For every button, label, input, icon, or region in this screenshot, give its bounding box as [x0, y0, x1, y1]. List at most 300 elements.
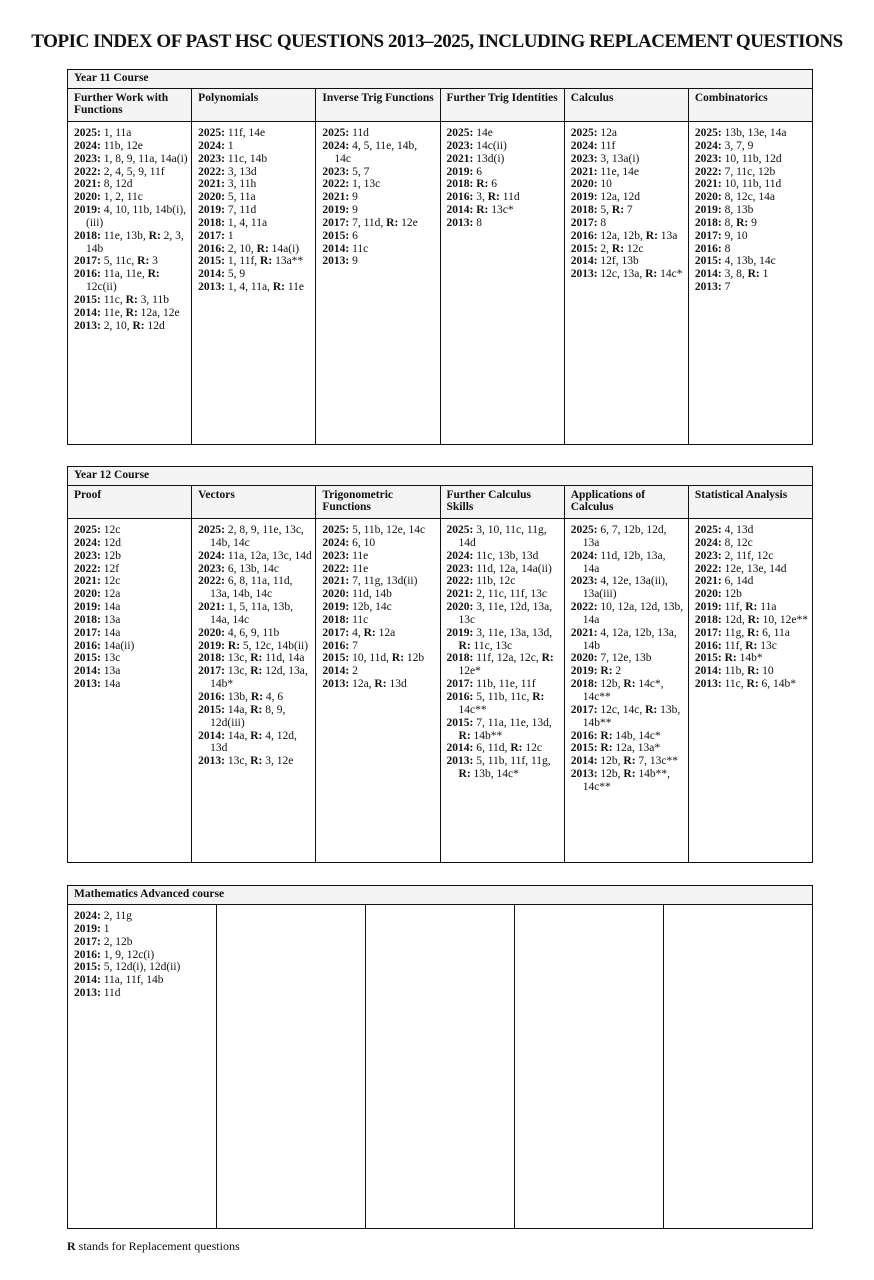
year-entry	[74, 678, 188, 691]
year-entry	[695, 153, 809, 166]
entry-questions: 12b, 14c	[349, 601, 392, 614]
year-entry	[322, 243, 436, 256]
year-entry	[74, 524, 188, 537]
replacement-questions: 1	[759, 268, 769, 281]
entry-questions: 11c,	[721, 678, 747, 691]
year-entry	[447, 575, 561, 588]
entry-year: 2015:	[322, 229, 350, 242]
entry-questions: 11c, 13b, 13d	[473, 549, 539, 562]
entry-year: 2022:	[198, 575, 226, 588]
replacement-questions: 10, 12e**	[759, 613, 808, 626]
replacement-marker: R:	[623, 678, 636, 691]
year-entry	[695, 601, 809, 614]
entry-questions: 2, 10,	[100, 319, 133, 332]
replacement-marker: R:	[125, 293, 138, 306]
replacement-questions: 3	[149, 255, 158, 268]
year-entry	[447, 140, 561, 153]
replacement-questions: 11d	[499, 191, 520, 204]
entry-questions: 1, 5, 11a, 13b, 14a, 14c	[210, 601, 293, 626]
year-entry	[74, 961, 213, 974]
entry-questions: 5, 11b, 12e, 14c	[349, 524, 426, 536]
replacement-questions: 14c*	[657, 268, 683, 281]
year12-body-row	[68, 519, 812, 862]
entry-year: 2013:	[570, 768, 598, 781]
entry-questions: 1, 8, 9, 11a, 14a(i)	[100, 152, 188, 165]
replacement-marker: R:	[747, 613, 760, 626]
entry-year: 2018:	[198, 652, 226, 665]
entry-questions: 12c	[100, 575, 121, 588]
replacement-marker: R:	[745, 601, 758, 614]
entry-year: 2013:	[322, 255, 350, 268]
entry-year: 2014:	[694, 268, 722, 281]
entry-year: 2024:	[74, 910, 101, 922]
year-entry	[322, 614, 436, 627]
entry-year: 2023:	[322, 165, 350, 178]
entry-year: 2021:	[74, 178, 101, 191]
year-entry	[74, 665, 188, 678]
year-entry	[571, 575, 685, 601]
year-entry	[695, 537, 809, 550]
entry-questions: 12a,	[349, 678, 375, 691]
year-entry	[198, 691, 312, 704]
year-entry	[74, 140, 188, 153]
column-header: Trigonometric Functions	[316, 486, 440, 518]
entry-questions: 11d, 14b	[349, 588, 392, 601]
entry-year: 2022:	[322, 178, 350, 191]
entry-questions: 11d	[349, 127, 369, 139]
entry-year: 2019:	[74, 204, 101, 217]
entry-questions: 12c, 13a,	[597, 268, 646, 281]
entry-questions: 11c	[349, 242, 369, 255]
entry-questions: 7, 12e, 13b	[597, 652, 652, 665]
year-entry	[447, 691, 561, 717]
entry-questions: 8,	[721, 216, 737, 229]
year-entry	[322, 550, 436, 563]
replacement-questions: 12c	[624, 242, 644, 255]
replacement-marker: R:	[623, 755, 636, 768]
page-title: TOPIC INDEX OF PAST HSC QUESTIONS 2013–2025, INCLUDING REPLACEMENT QUESTIONS	[31, 31, 843, 52]
year-entry	[571, 178, 685, 191]
year-entry	[198, 191, 312, 204]
entry-year: 2013:	[322, 678, 350, 691]
entry-year: 2014:	[74, 306, 101, 319]
column-entries	[68, 122, 192, 444]
replacement-questions: 4, 6	[263, 690, 284, 703]
replacement-questions: 14c*, 14c**	[582, 678, 664, 703]
entry-questions: 2, 12b	[100, 935, 133, 948]
year-entry	[571, 268, 685, 281]
entry-year: 2016:	[570, 729, 598, 742]
entry-year: 2024:	[74, 536, 101, 549]
footnote	[67, 1239, 240, 1254]
year-entry	[571, 678, 685, 704]
entry-year: 2022:	[74, 165, 101, 178]
entry-year: 2016:	[198, 690, 226, 703]
replacement-marker: R:	[374, 678, 387, 691]
year-entry	[322, 140, 436, 166]
entry-questions: 11a, 11e,	[100, 268, 148, 281]
year-entry	[571, 153, 685, 166]
entry-questions: 2, 11g	[100, 910, 133, 922]
entry-year: 2023:	[694, 549, 722, 562]
entry-year: 2019:	[694, 204, 722, 217]
replacement-questions: 11a	[757, 601, 777, 614]
entry-year: 2020:	[74, 588, 101, 601]
year-entry	[198, 704, 312, 730]
entry-year: 2013:	[74, 319, 101, 332]
year-entry	[571, 730, 685, 743]
replacement-questions: 3, 11b	[137, 293, 169, 306]
entry-questions: 8, 12d	[100, 178, 133, 191]
entry-questions: 9	[349, 255, 358, 268]
entry-year: 2018:	[74, 229, 101, 242]
year-entry	[571, 204, 685, 217]
year-entry	[74, 230, 188, 256]
column-entries	[316, 122, 440, 444]
year-entry	[571, 191, 685, 204]
entry-questions: 14a,	[225, 703, 251, 716]
year-entry	[447, 742, 561, 755]
entry-year: 2021:	[694, 178, 722, 191]
entry-questions: 3, 13a(i)	[597, 152, 640, 165]
entry-questions: 12a	[597, 127, 618, 139]
year-entry	[322, 537, 436, 550]
replacement-marker: R:	[600, 665, 613, 678]
year-entry	[447, 524, 561, 550]
entry-year: 2023:	[570, 575, 598, 588]
replacement-marker: R:	[458, 639, 471, 652]
entry-questions: 8, 12c	[721, 536, 753, 549]
year-entry	[695, 127, 809, 140]
entry-year: 2024:	[446, 549, 474, 562]
year12-header-row	[68, 486, 812, 519]
year-entry	[74, 575, 188, 588]
year-entry	[74, 627, 188, 640]
entry-questions: 6, 8, 11a, 11d, 13a, 14b, 14c	[210, 575, 293, 601]
entry-year: 2014:	[74, 665, 101, 678]
column-entries	[316, 519, 440, 862]
column-entries	[68, 905, 217, 1228]
replacement-marker: R:	[645, 268, 658, 281]
year-entry	[571, 665, 685, 678]
year-entry	[447, 217, 561, 230]
entry-year: 2014:	[446, 204, 474, 217]
year-entry	[74, 153, 188, 166]
column-entries	[192, 122, 316, 444]
year-entry	[322, 601, 436, 614]
entry-year: 2018:	[446, 652, 474, 665]
entry-questions: 12b	[721, 588, 742, 601]
replacement-marker: R:	[137, 255, 150, 268]
replacement-marker: R:	[125, 306, 138, 319]
year-entry	[695, 204, 809, 217]
entry-questions: 14a(ii)	[100, 639, 135, 652]
entry-year: 2019:	[198, 204, 226, 217]
entry-questions: 8, 12c, 14a	[721, 191, 776, 204]
entry-year: 2025:	[570, 524, 598, 536]
entry-year: 2018:	[322, 613, 350, 626]
entry-questions: 6, 13b, 14c	[225, 562, 279, 575]
entry-year: 2022:	[446, 575, 474, 588]
entry-year: 2013:	[694, 678, 722, 691]
year-entry	[74, 255, 188, 268]
year-entry	[322, 166, 436, 179]
year-entry	[695, 614, 809, 627]
year-entry	[198, 755, 312, 768]
entry-year: 2024:	[570, 139, 598, 152]
entry-year: 2015:	[74, 293, 101, 306]
entry-questions: 5, 12d(i), 12d(ii)	[100, 961, 181, 974]
replacement-marker: R:	[611, 204, 625, 217]
year-entry	[74, 537, 188, 550]
entry-year: 2018:	[198, 216, 226, 229]
entry-questions: 13d(i)	[473, 152, 505, 165]
entry-questions: 7, 11d,	[349, 216, 387, 229]
year-entry	[695, 627, 809, 640]
year-entry	[198, 243, 312, 256]
entry-questions: 11e,	[100, 306, 126, 319]
entry-questions: 10, 11b, 11d	[721, 178, 782, 191]
entry-questions: 11g,	[721, 626, 748, 639]
year-entry	[198, 640, 312, 653]
year-entry	[695, 243, 809, 256]
entry-year: 2021:	[446, 588, 474, 601]
entry-questions: 10, 11b, 12d	[721, 152, 782, 165]
replacement-questions: 13d	[386, 678, 407, 691]
column-entries	[441, 519, 565, 862]
column-entries	[515, 905, 664, 1228]
year-entry	[74, 936, 213, 949]
column-header: Inverse Trig Functions	[316, 89, 440, 121]
entry-questions: 4, 10, 11b, 14b(i), (iii)	[86, 204, 187, 229]
entry-questions: 12a, 12d	[597, 191, 641, 204]
entry-questions: 11c,	[100, 293, 126, 306]
entry-year: 2019:	[198, 639, 226, 652]
year-entry	[571, 550, 685, 576]
entry-year: 2021:	[74, 575, 101, 588]
year-entry	[447, 678, 561, 691]
entry-year: 2016:	[446, 690, 474, 703]
column-header: Further Trig Identities	[441, 89, 565, 121]
replacement-marker: R:	[476, 178, 489, 191]
year-entry	[322, 178, 436, 191]
year-entry	[695, 255, 809, 268]
year-entry	[74, 320, 188, 333]
entry-questions: 2, 10,	[225, 242, 257, 255]
entry-year: 2017:	[322, 626, 350, 639]
year-entry	[74, 949, 213, 962]
year-entry	[198, 230, 312, 243]
replacement-questions: 4, 12d, 13d	[210, 729, 297, 755]
year-entry	[198, 204, 312, 217]
entry-questions: 12f	[100, 562, 120, 575]
entry-year: 2019:	[446, 626, 474, 639]
entry-questions: 12c	[100, 524, 121, 536]
entry-year: 2014:	[570, 255, 598, 268]
replacement-questions: 11d, 14a	[262, 652, 305, 665]
column-entries	[565, 519, 689, 862]
year-entry	[198, 524, 312, 550]
entry-year: 2020:	[694, 588, 722, 601]
entry-questions: 4, 13d	[721, 524, 754, 536]
year11-table-title: Year 11 Course	[68, 70, 812, 89]
entry-year: 2014:	[322, 242, 350, 255]
entry-questions: 11e	[349, 562, 369, 575]
entry-questions: 4, 12e, 13a(ii), 13a(iii)	[582, 575, 668, 601]
entry-questions: 12b	[100, 549, 121, 562]
year-entry	[571, 230, 685, 243]
replacement-marker: R:	[623, 768, 636, 781]
year-entry	[571, 166, 685, 179]
year-entry	[198, 281, 312, 294]
column-header: Statistical Analysis	[689, 486, 812, 518]
year-entry	[198, 652, 312, 665]
entry-questions: 5, 11b, 11c,	[473, 690, 533, 703]
entry-questions: 12c, 14c,	[597, 703, 646, 716]
entry-questions: 12e, 13e, 14d	[721, 562, 787, 575]
entry-year: 2017:	[74, 626, 101, 639]
year-entry	[198, 268, 312, 281]
year-entry	[571, 627, 685, 653]
replacement-questions: 2, 3, 14b	[86, 229, 184, 255]
entry-questions: 3,	[473, 191, 488, 204]
year-entry	[74, 191, 188, 204]
footnote-text: stands for Replacement questions	[75, 1239, 240, 1253]
column-entries	[68, 519, 192, 862]
entry-questions: 1, 4, 11a,	[225, 281, 273, 294]
entry-questions: 10, 12a, 12d, 13b, 14a	[582, 601, 684, 626]
entry-questions: 13a	[100, 665, 121, 678]
entry-questions: 12f, 13b	[597, 255, 639, 268]
year-entry	[571, 140, 685, 153]
entry-questions: 11a, 11f, 14b	[100, 974, 164, 987]
column-entries	[366, 905, 515, 1228]
replacement-questions: 12c	[522, 742, 542, 755]
replacement-marker: R:	[250, 665, 263, 678]
column-entries	[664, 905, 812, 1228]
entry-year: 2019:	[446, 165, 474, 178]
entry-year: 2021:	[322, 575, 350, 588]
replacement-questions: 12a, 13a*	[612, 742, 661, 755]
replacement-marker: R:	[724, 652, 737, 665]
entry-questions: 13b,	[225, 690, 251, 703]
replacement-questions: 14a(i)	[268, 242, 300, 255]
year-entry	[447, 153, 561, 166]
entry-questions: 10	[597, 178, 612, 191]
year-entry	[74, 550, 188, 563]
year-entry	[74, 563, 188, 576]
entry-year: 2020:	[322, 588, 350, 601]
entry-questions: 7, 11g, 13d(ii)	[349, 575, 418, 588]
entry-questions: 11c	[349, 613, 369, 626]
entry-year: 2017:	[694, 626, 722, 639]
year-entry	[447, 717, 561, 743]
entry-year: 2024:	[198, 139, 226, 152]
year-entry	[571, 524, 685, 550]
year-entry	[447, 178, 561, 191]
year-entry	[322, 255, 436, 268]
replacement-marker: R:	[645, 229, 658, 242]
entry-questions: 6, 10	[349, 536, 376, 549]
entry-year: 2020:	[570, 178, 598, 191]
entry-questions: 5, 7	[349, 165, 370, 178]
year-entry	[571, 652, 685, 665]
entry-year: 2025:	[74, 127, 101, 139]
year-entry	[695, 166, 809, 179]
year-entry	[447, 127, 561, 140]
year-entry	[74, 127, 188, 140]
footnote-r-marker: R	[67, 1239, 76, 1253]
entry-year: 2025:	[694, 524, 722, 536]
entry-questions: 8, 13b	[721, 204, 754, 217]
entry-questions: 11a, 12a, 13c, 14d	[225, 549, 312, 562]
entry-questions: 10, 11d,	[349, 652, 392, 665]
year-entry	[74, 307, 188, 320]
year-entry	[74, 178, 188, 191]
entry-questions: 1, 9, 12c(i)	[100, 948, 155, 961]
replacement-marker: R:	[611, 242, 625, 255]
entry-year: 2021:	[570, 165, 598, 178]
entry-questions: 3, 7, 9	[721, 139, 754, 152]
entry-questions: 11b, 12e	[100, 139, 143, 152]
year-entry	[571, 127, 685, 140]
replacement-marker: R:	[386, 216, 399, 229]
column-entries	[217, 905, 366, 1228]
entry-questions: 12b,	[597, 678, 624, 691]
replacement-questions: 13b, 14b**	[582, 703, 681, 729]
year-entry	[695, 640, 809, 653]
year-entry	[74, 974, 213, 987]
column-header: Further Calculus Skills	[441, 486, 565, 518]
replacement-marker: R:	[132, 319, 145, 332]
year-entry	[74, 268, 188, 294]
year-entry	[695, 550, 809, 563]
replacement-marker: R:	[747, 626, 760, 639]
replacement-marker: R:	[363, 626, 376, 639]
entry-year: 2022:	[198, 165, 226, 178]
entry-year: 2023:	[446, 139, 474, 152]
year-entry	[695, 140, 809, 153]
entry-year: 2024:	[198, 549, 226, 562]
entry-year: 2022:	[694, 165, 722, 178]
entry-questions: 11d, 12b, 13a, 14a	[582, 549, 666, 575]
replacement-marker: R:	[272, 281, 285, 294]
entry-questions: 4,	[349, 626, 364, 639]
replacement-questions: 13a	[657, 229, 678, 242]
entry-year: 2015:	[322, 652, 350, 665]
entry-questions: 3, 13d	[225, 165, 257, 178]
entry-year: 2018:	[694, 613, 722, 626]
replacement-marker: R:	[532, 690, 545, 703]
replacement-questions: 14b, 14c*	[612, 729, 661, 742]
year-entry	[74, 987, 213, 1000]
entry-year: 2021:	[570, 626, 598, 639]
replacement-marker: R:	[391, 652, 405, 665]
entry-year: 2024:	[74, 139, 101, 152]
entry-year: 2021:	[198, 178, 226, 191]
entry-year: 2021:	[446, 152, 474, 165]
entry-year: 2018:	[446, 178, 474, 191]
entry-questions: 14a	[100, 601, 121, 614]
year-entry	[198, 178, 312, 191]
replacement-questions: 12e*	[458, 665, 481, 678]
entry-year: 2021:	[694, 575, 722, 588]
entry-year: 2022:	[694, 562, 722, 575]
entry-year: 2016:	[446, 191, 474, 204]
entry-year: 2019:	[74, 601, 101, 614]
year-entry	[322, 217, 436, 230]
entry-questions: 6, 14d	[721, 575, 754, 588]
